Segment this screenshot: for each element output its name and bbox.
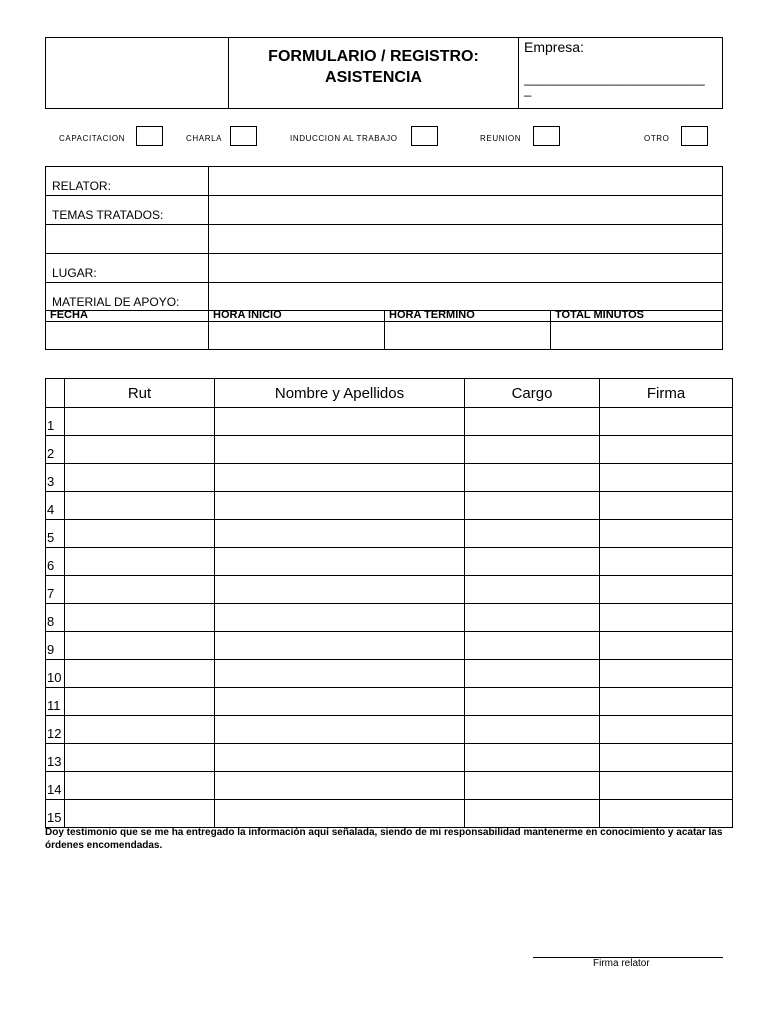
info-section [45, 166, 723, 350]
nombre-cell[interactable] [215, 520, 465, 548]
nombre-cell[interactable] [215, 744, 465, 772]
company-blank-line: _________________________ [524, 71, 705, 86]
table-row [46, 660, 733, 688]
table-row [46, 800, 733, 828]
table-row [46, 688, 733, 716]
cargo-cell[interactable] [465, 548, 600, 576]
table-row [46, 548, 733, 576]
form-title-line1: FORMULARIO / REGISTRO: [268, 48, 479, 65]
cargo-cell[interactable] [465, 772, 600, 800]
temas-label-empty [46, 225, 209, 253]
cargo-column-header: Cargo [465, 379, 600, 408]
row-number: 2 [46, 436, 65, 464]
cargo-cell[interactable] [465, 688, 600, 716]
firma-cell[interactable] [600, 800, 733, 828]
nombre-cell[interactable] [215, 408, 465, 436]
firma-cell[interactable] [600, 772, 733, 800]
cargo-cell[interactable] [465, 660, 600, 688]
type-label-charla: CHARLA [186, 134, 223, 143]
form-title-line2: ASISTENCIA [325, 69, 422, 86]
type-label-induccion: INDUCCION AL TRABAJO [290, 134, 398, 143]
nombre-cell[interactable] [215, 436, 465, 464]
nombre-cell[interactable] [215, 660, 465, 688]
cargo-cell[interactable] [465, 408, 600, 436]
cargo-cell[interactable] [465, 436, 600, 464]
nombre-cell[interactable] [215, 800, 465, 828]
firma-column-header: Firma [600, 379, 733, 408]
time-values-row [46, 322, 722, 349]
row-number: 1 [46, 408, 65, 436]
firma-cell[interactable] [600, 688, 733, 716]
firma-cell[interactable] [600, 408, 733, 436]
logo-area [46, 38, 229, 108]
checkbox-capacitacion[interactable] [136, 126, 163, 146]
nombre-cell[interactable] [215, 576, 465, 604]
table-row [46, 408, 733, 436]
firma-cell[interactable] [600, 548, 733, 576]
material-row [46, 283, 722, 311]
firma-cell[interactable] [600, 632, 733, 660]
table-row [46, 492, 733, 520]
cargo-cell[interactable] [465, 716, 600, 744]
nombre-cell[interactable] [215, 464, 465, 492]
temas-row-2 [46, 225, 722, 254]
cargo-cell[interactable] [465, 632, 600, 660]
rut-cell[interactable] [65, 548, 215, 576]
company-label: Empresa: [524, 39, 584, 55]
hora-inicio-field[interactable] [209, 322, 385, 349]
nombre-cell[interactable] [215, 772, 465, 800]
temas-field-2[interactable] [209, 225, 722, 253]
row-number: 9 [46, 632, 65, 660]
relator-row [46, 167, 722, 196]
nombre-cell[interactable] [215, 604, 465, 632]
table-row [46, 772, 733, 800]
row-number: 7 [46, 576, 65, 604]
lugar-field[interactable] [209, 254, 722, 282]
rut-cell[interactable] [65, 716, 215, 744]
type-label-otro: OTRO [644, 134, 670, 143]
rut-column-header: Rut [65, 379, 215, 408]
row-number: 6 [46, 548, 65, 576]
firma-cell[interactable] [600, 660, 733, 688]
rut-cell[interactable] [65, 464, 215, 492]
cargo-cell[interactable] [465, 604, 600, 632]
rut-cell[interactable] [65, 408, 215, 436]
rut-cell[interactable] [65, 436, 215, 464]
temas-row [46, 196, 722, 225]
total-minutos-header: TOTAL MINUTOS [555, 311, 645, 321]
table-row [46, 716, 733, 744]
rut-cell[interactable] [65, 800, 215, 828]
checkbox-reunion[interactable] [533, 126, 560, 146]
checkbox-charla[interactable] [230, 126, 257, 146]
table-row [46, 436, 733, 464]
rut-cell[interactable] [65, 492, 215, 520]
row-number: 14 [46, 772, 65, 800]
row-number: 8 [46, 604, 65, 632]
rut-cell[interactable] [65, 520, 215, 548]
firma-cell[interactable] [600, 604, 733, 632]
hora-termino-header: HORA TERMINO [385, 311, 551, 321]
nombre-cell[interactable] [215, 492, 465, 520]
hora-termino-field[interactable] [385, 322, 551, 349]
attendance-header-row [46, 379, 733, 408]
relator-label: RELATOR: [46, 167, 209, 195]
type-label-reunion: REUNION [480, 134, 522, 143]
rut-cell[interactable] [65, 688, 215, 716]
cargo-cell[interactable] [465, 464, 600, 492]
firma-cell[interactable] [600, 464, 733, 492]
hora-inicio-header: HORA INICIO [209, 311, 385, 321]
lugar-row [46, 254, 722, 283]
form-header [45, 37, 723, 109]
firma-cell[interactable] [600, 520, 733, 548]
attendance-body [46, 408, 733, 828]
temas-label: TEMAS TRATADOS: [46, 196, 209, 224]
attendance-table [45, 378, 733, 828]
firma-cell[interactable] [600, 716, 733, 744]
company-field[interactable] [519, 38, 722, 108]
table-row [46, 520, 733, 548]
table-row [46, 604, 733, 632]
row-number: 13 [46, 744, 65, 772]
relator-field[interactable] [209, 167, 722, 195]
cargo-cell[interactable] [465, 744, 600, 772]
rut-cell[interactable] [65, 632, 215, 660]
type-label-capacitacion: CAPACITACION [59, 134, 126, 143]
row-number: 11 [46, 688, 65, 716]
firma-cell[interactable] [600, 744, 733, 772]
nombre-cell[interactable] [215, 632, 465, 660]
table-row [46, 576, 733, 604]
firma-cell[interactable] [600, 576, 733, 604]
form-title [229, 38, 519, 108]
cargo-cell[interactable] [465, 800, 600, 828]
material-field[interactable] [209, 283, 722, 310]
number-column-header [46, 379, 65, 408]
fecha-header: FECHA [46, 311, 209, 321]
material-label: MATERIAL DE APOYO: [46, 283, 209, 310]
row-number: 5 [46, 520, 65, 548]
row-number: 4 [46, 492, 65, 520]
row-number: 3 [46, 464, 65, 492]
signature-label: Firma relator [593, 958, 650, 969]
firma-cell[interactable] [600, 436, 733, 464]
disclaimer-text: Doy testimonio que se me ha entregado la información aquí señalada, siendo de mi responsabilidad mantenerme en conocimiento y acatar las órdenes encomendadas. [45, 827, 723, 851]
company-blank-line-cont: _ [524, 82, 532, 97]
cargo-cell[interactable] [465, 520, 600, 548]
nombre-cell[interactable] [215, 548, 465, 576]
firma-cell[interactable] [600, 492, 733, 520]
fecha-field[interactable] [46, 322, 209, 349]
nombre-cell[interactable] [215, 688, 465, 716]
table-row [46, 464, 733, 492]
rut-cell[interactable] [65, 772, 215, 800]
checkbox-induccion[interactable] [411, 126, 438, 146]
cargo-cell[interactable] [465, 492, 600, 520]
row-number: 10 [46, 660, 65, 688]
rut-cell[interactable] [65, 604, 215, 632]
rut-cell[interactable] [65, 660, 215, 688]
total-minutos-field[interactable] [551, 322, 722, 349]
rut-cell[interactable] [65, 744, 215, 772]
rut-cell[interactable] [65, 576, 215, 604]
row-number: 15 [46, 800, 65, 828]
checkbox-otro[interactable] [681, 126, 708, 146]
row-number: 12 [46, 716, 65, 744]
nombre-column-header: Nombre y Apellidos [215, 379, 465, 408]
time-header-row [46, 311, 722, 322]
table-row [46, 744, 733, 772]
lugar-label: LUGAR: [46, 254, 209, 282]
table-row [46, 632, 733, 660]
nombre-cell[interactable] [215, 716, 465, 744]
cargo-cell[interactable] [465, 576, 600, 604]
temas-field[interactable] [209, 196, 722, 224]
